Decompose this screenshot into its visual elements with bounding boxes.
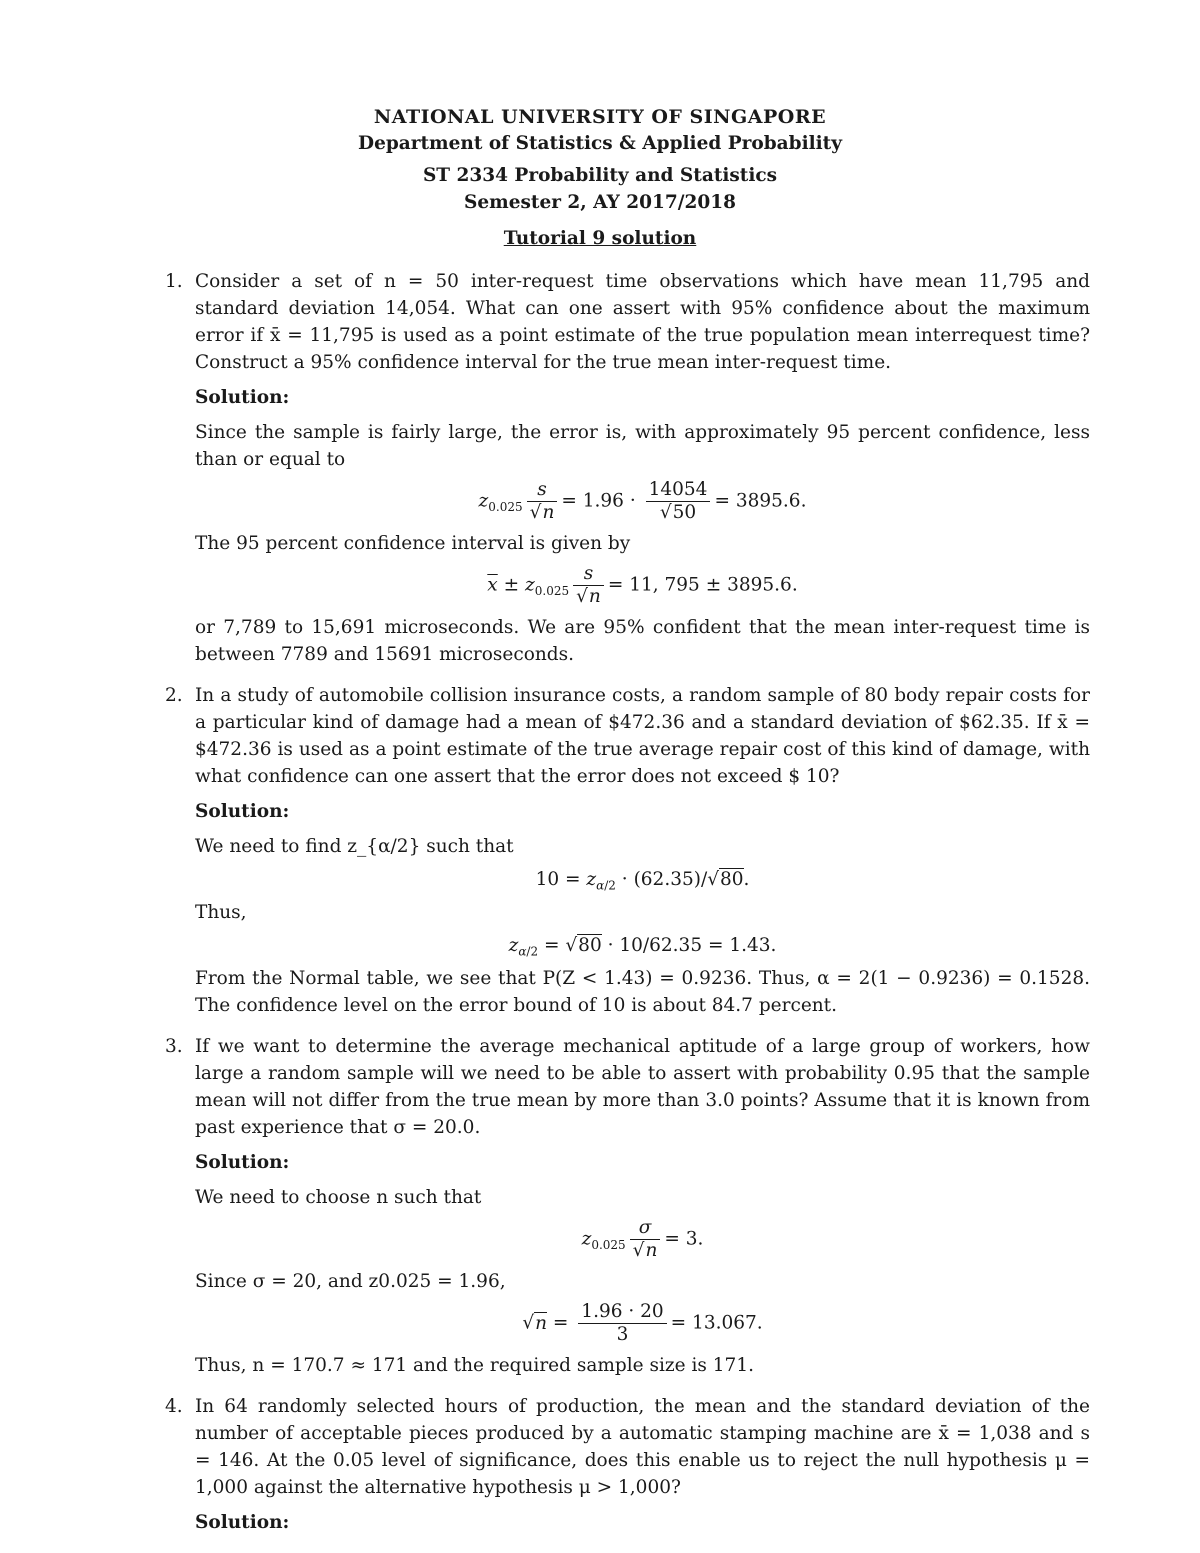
solution-text: Since σ = 20, and z0.025 = 1.96, [195,1271,506,1292]
semester-title: Semester 2, AY 2017/2018 [464,192,736,213]
tutorial-title: Tutorial 9 solution [503,228,697,249]
problem-2 [165,682,1090,1019]
problem-question: In 64 randomly selected hours of production, the mean and the standard deviation of the number of acceptable pieces produced by a automatic stamping machine are x̄ = 1,038 and s = 146. At the 0.05 level of significance, does this enable us to reject the null hypothesis μ = 1,000 against the alternative hypothesis μ > 1,000? [195,1396,1090,1498]
problem-number: 4. [165,1396,183,1417]
problem-1 [165,268,1090,668]
problem-question: In a study of automobile collision insurance costs, a random sample of 80 body repair costs for a particular kind of damage had a mean of $472.36 and a standard deviation of $62.35. If x̄ = $472.36 is used as a point estimate of the true average repair cost of this kind of damage, with what confidence can one assert that the error does not exceed $ 10? [195,685,1090,787]
equation-sqrt-n: √n = $\frac{1.96 \cdot 20}{3}$ = 13.067. [522,1301,763,1345]
solution-text: The 95 percent confidence interval is given by [195,533,631,554]
solution-text: Since the sample is fairly large, the error is, with approximately 95 percent confidence, less than or equal to [195,422,1090,470]
solution-text: We need to find z_{α/2} such that [195,836,514,857]
problem-3 [165,1033,1090,1379]
solution-text: Thus, n = 170.7 ≈ 171 and the required sample size is 171. [195,1355,754,1376]
solution-text: Thus, [195,902,247,923]
problem-question: If we want to determine the average mechanical aptitude of a large group of workers, how large a random sample will we need to be able to assert with probability 0.95 that the sample mean will not differ from the true mean by more than 3.0 points? Assume that it is known from past experience that σ = 20.0. [195,1036,1090,1138]
solution-label: Solution: [195,801,290,822]
equation-sample-condition: $z_{0.025}$ $\frac{\sigma}{√n}$ = 3. [581,1217,704,1261]
solution-text: or 7,789 to 15,691 microseconds. We are 95% confident that the mean inter-request time is between 7789 and 15691 microseconds. [195,617,1090,665]
problem-4 [165,1393,1090,1536]
university-title: NATIONAL UNIVERSITY OF SINGAPORE [373,106,827,128]
problem-list [165,268,1090,1550]
solution-label: Solution: [195,1152,290,1173]
course-title: ST 2334 Probability and Statistics [422,165,778,186]
problem-number: 1. [165,271,183,292]
solution-label: Solution: [195,387,290,408]
problem-number: 3. [165,1036,183,1057]
solution-text: From the Normal table, we see that P(Z < 1.43) = 0.9236. Thus, α = 2(1 − 0.9236) = 0.1528. The confidence level on the error bound of 10 is about 84.7 percent. [195,968,1090,1016]
equation-confidence-interval: $\overline{x} \pm z_{0.025}$ $\frac{s}{√n}$ = 11, 795 ± 3895.6. [487,563,798,607]
equation-error-bound: $z_{0.025}$ $\frac{s}{√n}$ = 1.96 · $\frac{14054}{√50}$ = 3895.6. [478,479,807,523]
department-title: Department of Statistics & Applied Probability [358,133,842,154]
solution-label: Solution: [195,1512,290,1533]
equation-error: $10 = z_{\alpha/2} \cdot (62.35)/√80$. [535,869,750,893]
equation-z-value: $z_{\alpha/2} = √80 \cdot 10/62.35 = 1.43$. [508,935,777,959]
problem-question: Consider a set of n = 50 inter-request time observations which have mean 11,795 and standard deviation 14,054. What can one assert with 95% confidence about the maximum error if x̄ = 11,795 is used as a point estimate of the true population mean interrequest time? Construct a 95% confidence interval for the true mean inter-request time. [195,271,1090,373]
solution-text: We need to choose n such that [195,1187,482,1208]
problem-number: 2. [165,685,183,706]
